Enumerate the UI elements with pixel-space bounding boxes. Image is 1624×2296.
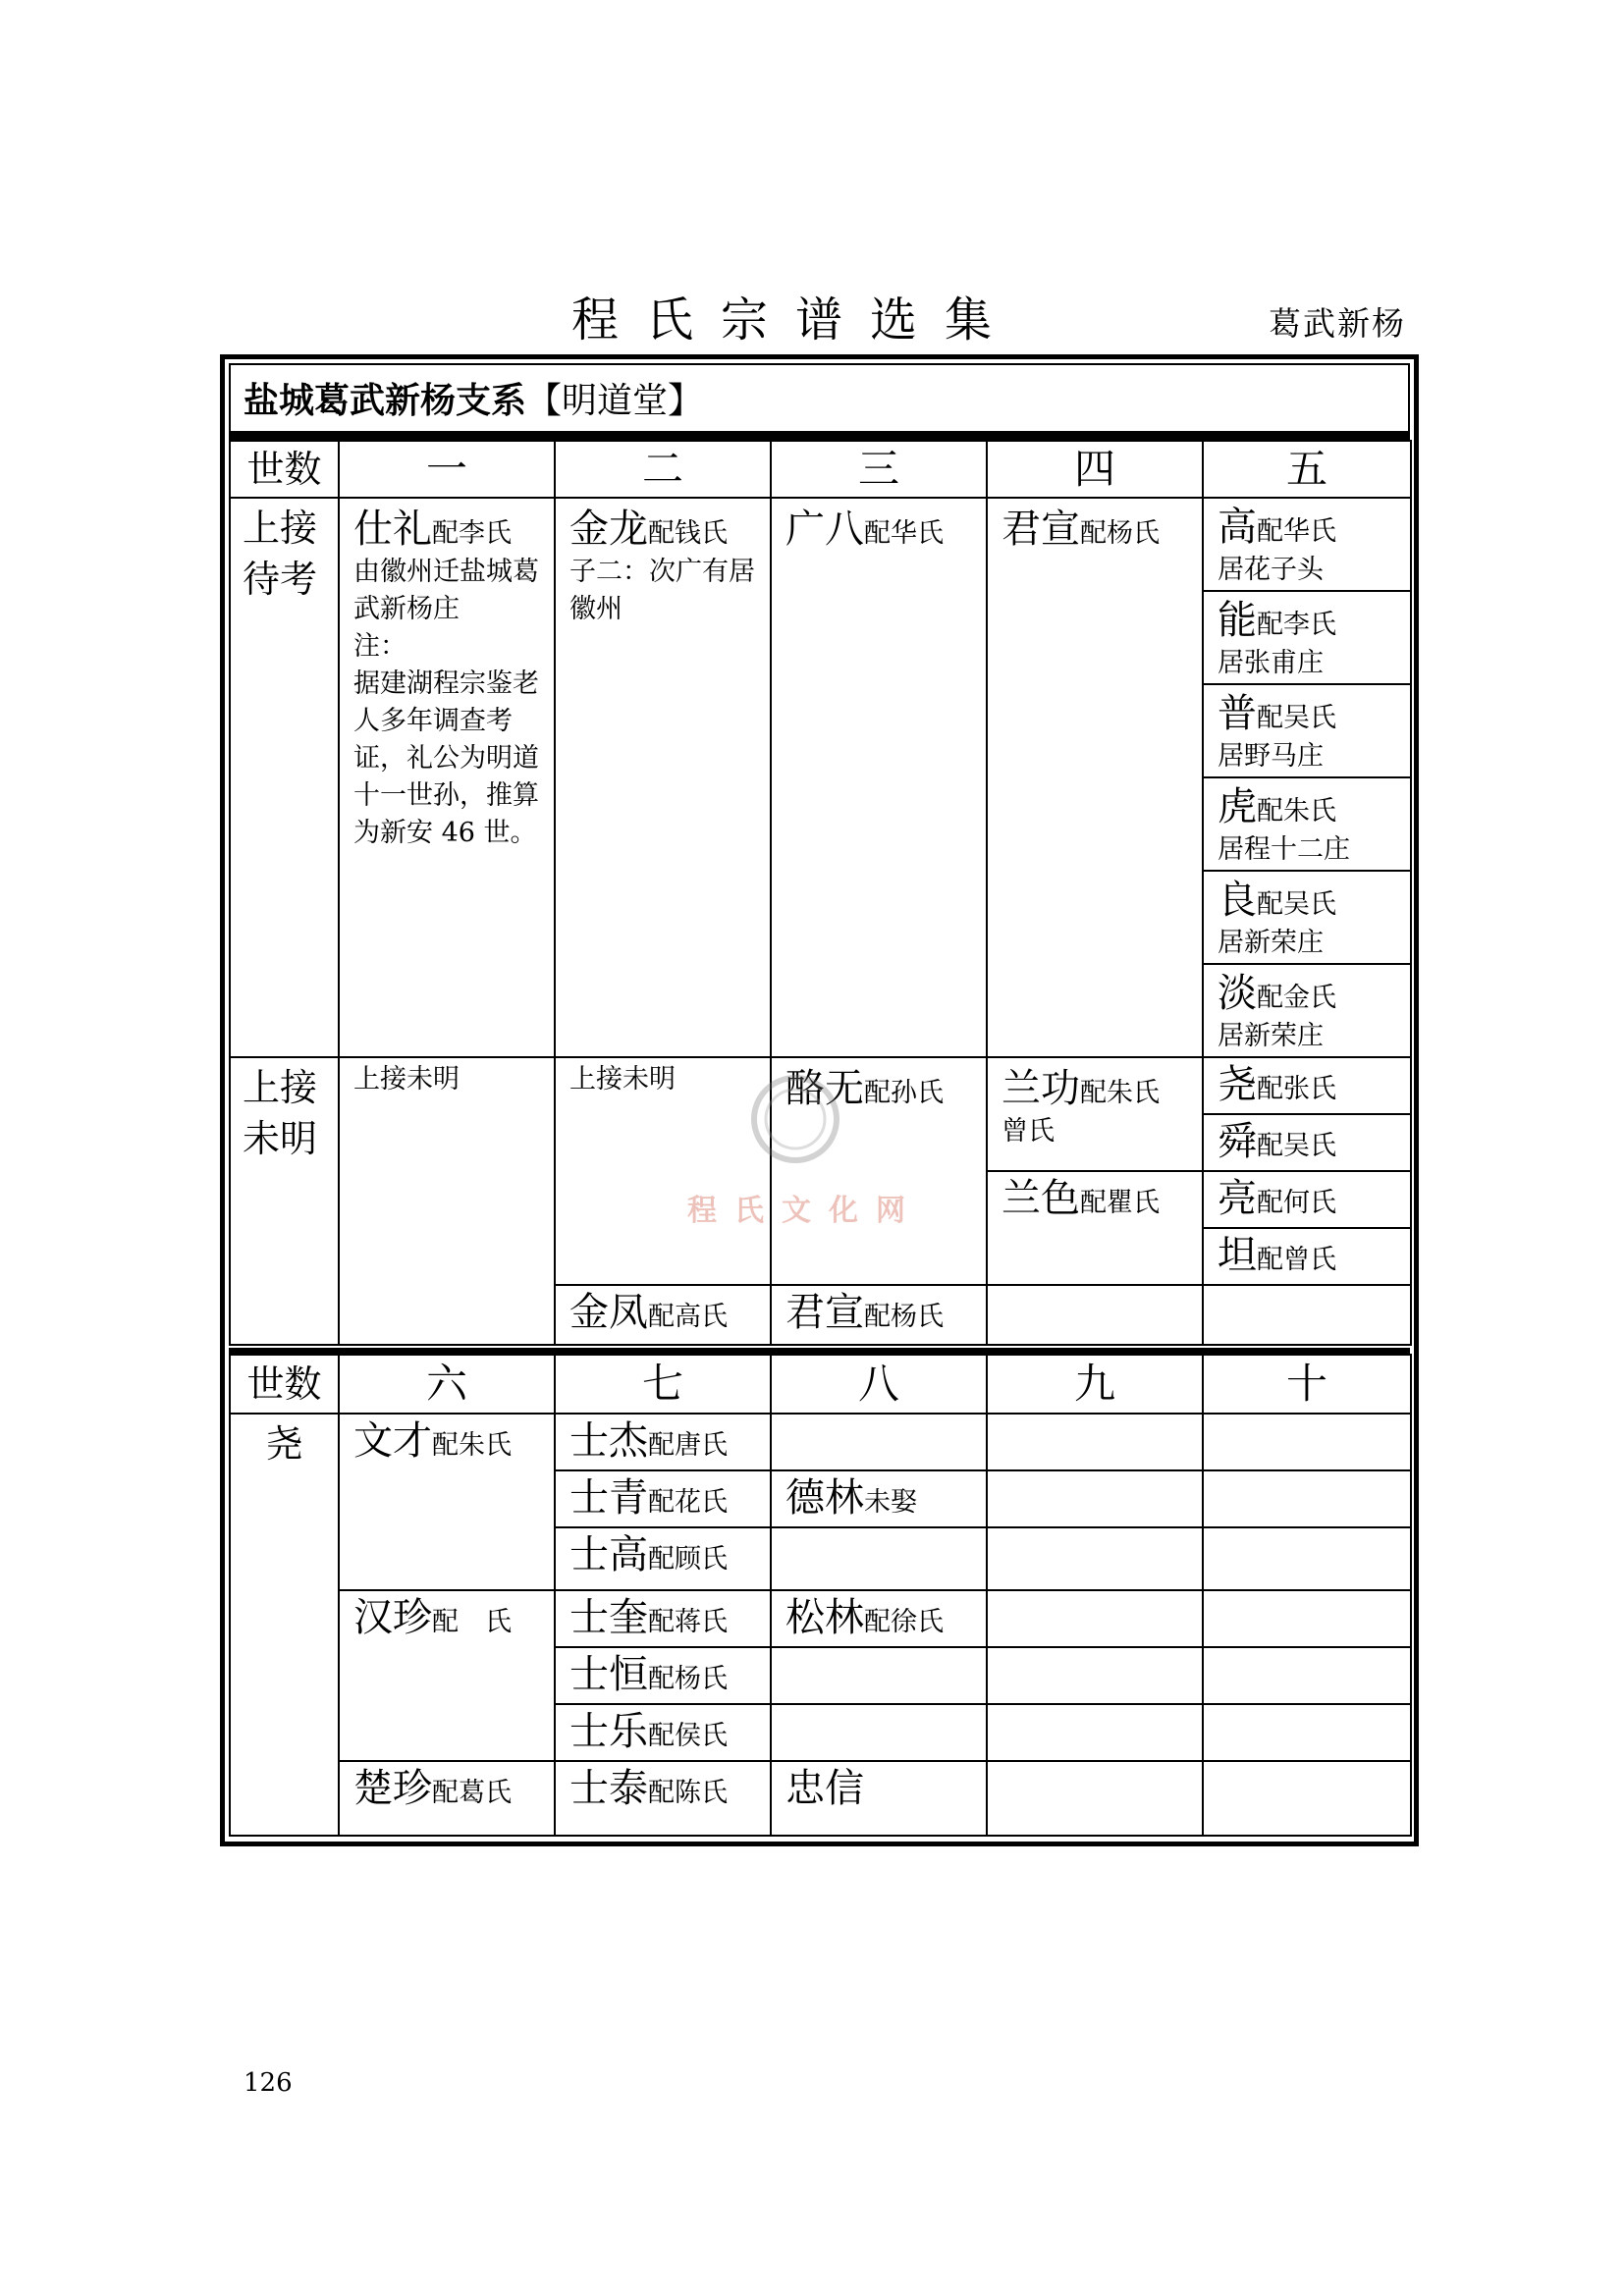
empty-cell xyxy=(987,1761,1203,1836)
empty-cell xyxy=(1203,1590,1411,1647)
gen-2: 二 xyxy=(555,441,771,498)
generation-header-row xyxy=(230,1355,1411,1414)
person-cell xyxy=(1203,1171,1411,1228)
gen-9: 九 xyxy=(987,1355,1203,1414)
person-name: 金龙 xyxy=(569,507,648,552)
spouse: 配陈氏 xyxy=(648,1778,728,1808)
empty-cell xyxy=(987,1470,1203,1527)
table-row xyxy=(230,1590,1411,1647)
table-row xyxy=(230,498,1411,591)
person-name: 淡 xyxy=(1218,971,1257,1016)
gen-4: 四 xyxy=(987,441,1203,498)
spouse: 配花氏 xyxy=(648,1487,728,1518)
empty-cell xyxy=(771,1647,987,1704)
person-name: 虎 xyxy=(1218,784,1257,829)
person-cell xyxy=(1203,871,1411,964)
spouse: 未娶 xyxy=(864,1487,917,1518)
spouse: 配侯氏 xyxy=(648,1721,728,1751)
gen-label: 世数 xyxy=(230,1355,339,1414)
person-cell xyxy=(771,1285,987,1345)
person-cell xyxy=(1203,498,1411,591)
gen-10: 十 xyxy=(1203,1355,1411,1414)
page-number: 126 xyxy=(244,2068,293,2098)
spouse: 配朱氏 xyxy=(1257,796,1336,827)
row-label-b: 上接未明 xyxy=(230,1057,339,1345)
person-name: 楚珍 xyxy=(353,1766,432,1811)
unknown-ancestor: 上接未明 xyxy=(569,1064,676,1095)
person-cell xyxy=(987,1171,1203,1285)
empty-cell xyxy=(771,1527,987,1590)
person-name: 文才 xyxy=(353,1418,432,1464)
person-name: 士恒 xyxy=(569,1652,648,1697)
person-cell xyxy=(1203,684,1411,777)
person-name: 士泰 xyxy=(569,1766,648,1811)
spouse: 配何氏 xyxy=(1257,1188,1336,1218)
watermark xyxy=(687,1060,962,1247)
spouse: 配蒋氏 xyxy=(648,1607,728,1637)
spouse: 配张氏 xyxy=(1257,1074,1336,1104)
spouse: 配吴氏 xyxy=(1257,1131,1336,1161)
person-cell xyxy=(339,1414,555,1590)
person-name: 广八 xyxy=(785,507,864,552)
branch-label: 葛武新杨 xyxy=(1269,304,1406,343)
person-cell xyxy=(555,1414,771,1470)
spouse: 配高氏 xyxy=(648,1302,728,1332)
person-cell xyxy=(1203,1114,1411,1171)
spouse: 配徐氏 xyxy=(864,1607,944,1637)
empty-cell xyxy=(1203,1285,1411,1345)
spouse: 配曾氏 xyxy=(1257,1245,1336,1275)
empty-cell xyxy=(1203,1704,1411,1761)
spouse: 配吴氏 xyxy=(1257,703,1336,733)
person-name: 士青 xyxy=(569,1475,648,1521)
empty-cell xyxy=(987,1414,1203,1470)
person-cell xyxy=(555,1527,771,1590)
person-cell xyxy=(771,1590,987,1647)
spouse: 配吴氏 xyxy=(1257,889,1336,920)
spouse: 配钱氏 xyxy=(648,518,728,549)
residence: 居新荣庄 xyxy=(1218,928,1324,958)
person-cell xyxy=(339,1761,555,1836)
empty-cell xyxy=(1203,1647,1411,1704)
person-cell xyxy=(555,1761,771,1836)
person-cell xyxy=(555,1647,771,1704)
generation-table-2 xyxy=(229,1354,1412,1837)
spouse: 配孙氏 xyxy=(864,1078,944,1108)
spouse: 配杨氏 xyxy=(864,1302,944,1332)
empty-cell xyxy=(987,1704,1203,1761)
person-name: 士高 xyxy=(569,1532,648,1577)
person-name: 酪无 xyxy=(785,1066,864,1111)
gen-5: 五 xyxy=(1203,441,1411,498)
generation-header-row xyxy=(230,441,1411,498)
person-cell xyxy=(987,498,1203,1057)
person-name: 仕礼 xyxy=(353,507,432,552)
residence: 居张甫庄 xyxy=(1218,648,1324,678)
gen-7: 七 xyxy=(555,1355,771,1414)
person-name: 士杰 xyxy=(569,1418,648,1464)
empty-cell xyxy=(987,1647,1203,1704)
person-name: 君宣 xyxy=(785,1290,864,1335)
person-name: 士奎 xyxy=(569,1595,648,1640)
empty-cell xyxy=(1203,1527,1411,1590)
spouse: 配朱氏 xyxy=(432,1430,512,1461)
person-cell xyxy=(1203,964,1411,1057)
spouse: 配杨氏 xyxy=(648,1664,728,1694)
person-cell xyxy=(771,498,987,1057)
gen-1: 一 xyxy=(339,441,555,498)
gen-8: 八 xyxy=(771,1355,987,1414)
hall-name: 【明道堂】 xyxy=(526,381,704,421)
gen-3: 三 xyxy=(771,441,987,498)
person-name: 坦 xyxy=(1218,1233,1257,1278)
residence: 居花子头 xyxy=(1218,555,1324,585)
person-cell xyxy=(555,1470,771,1527)
spouse: 配唐氏 xyxy=(648,1430,728,1461)
person-name: 忠信 xyxy=(785,1766,864,1811)
empty-cell xyxy=(1203,1761,1411,1836)
person-name: 普 xyxy=(1218,691,1257,736)
person-name: 德林 xyxy=(785,1475,864,1521)
spouse: 配朱氏 xyxy=(1080,1078,1160,1108)
person-name: 松林 xyxy=(785,1595,864,1640)
empty-cell xyxy=(987,1590,1203,1647)
person-name: 金凤 xyxy=(569,1290,648,1335)
empty-cell xyxy=(771,1704,987,1761)
table-row xyxy=(230,1761,1411,1836)
lineage-root-label: 尧 xyxy=(230,1414,339,1836)
spouse: 配李氏 xyxy=(1257,610,1336,640)
person-cell xyxy=(555,1285,771,1345)
empty-cell xyxy=(987,1285,1203,1345)
spouse: 配葛氏 xyxy=(432,1778,512,1808)
spouse: 配华氏 xyxy=(1257,516,1336,547)
header-divider xyxy=(229,433,1410,440)
spouse: 配顾氏 xyxy=(648,1544,728,1575)
person-name: 汉珍 xyxy=(353,1595,432,1640)
person-cell xyxy=(987,1057,1203,1171)
unknown-ancestor: 上接未明 xyxy=(353,1064,460,1095)
empty-cell xyxy=(987,1527,1203,1590)
person-name: 亮 xyxy=(1218,1176,1257,1221)
residence: 居新荣庄 xyxy=(1218,1021,1324,1051)
person-note: 子二：次广有居徽州 xyxy=(569,557,755,624)
residence: 居程十二庄 xyxy=(1218,834,1350,865)
person-cell xyxy=(339,498,555,1057)
person-cell xyxy=(1203,591,1411,684)
spouse: 配 氏 xyxy=(432,1607,512,1637)
watermark-text: 程氏文化网 xyxy=(687,1194,923,1228)
person-cell xyxy=(339,1590,555,1761)
empty-cell xyxy=(1203,1414,1411,1470)
person-cell xyxy=(1203,777,1411,871)
second-spouse: 曾氏 xyxy=(1001,1116,1055,1147)
person-name: 舜 xyxy=(1218,1119,1257,1164)
residence: 居野马庄 xyxy=(1218,741,1324,772)
person-cell xyxy=(555,1704,771,1761)
branch-name: 盐城葛武新杨支系 xyxy=(244,380,527,421)
person-cell xyxy=(1203,1228,1411,1285)
person-name: 兰色 xyxy=(1001,1176,1080,1221)
empty-cell xyxy=(771,1414,987,1470)
spouse: 配杨氏 xyxy=(1080,518,1160,549)
spouse: 配金氏 xyxy=(1257,983,1336,1013)
person-name: 兰功 xyxy=(1001,1066,1080,1111)
gen-6: 六 xyxy=(339,1355,555,1414)
spouse: 配李氏 xyxy=(432,518,512,549)
person-name: 士乐 xyxy=(569,1709,648,1754)
person-name: 尧 xyxy=(1218,1062,1257,1107)
row-label-a: 上接待考 xyxy=(230,498,339,1057)
spouse: 配瞿氏 xyxy=(1080,1188,1160,1218)
person-cell xyxy=(555,1590,771,1647)
person-cell xyxy=(1203,1057,1411,1114)
person-cell xyxy=(555,498,771,1057)
empty-cell xyxy=(1203,1470,1411,1527)
person-name: 高 xyxy=(1218,505,1257,550)
unknown-ancestor-cell xyxy=(339,1057,555,1345)
gen-label: 世数 xyxy=(230,441,339,498)
table-row xyxy=(230,1414,1411,1470)
branch-header xyxy=(244,377,703,425)
person-name: 君宣 xyxy=(1001,507,1080,552)
spouse: 配华氏 xyxy=(864,518,944,549)
person-name: 良 xyxy=(1218,878,1257,923)
person-cell xyxy=(771,1470,987,1527)
person-note: 由徽州迁盐城葛武新杨庄 注： 据建湖程宗鉴老人多年调查考证，礼公为明道十一世孙，推算为新安 46 世。 xyxy=(353,557,539,848)
person-cell xyxy=(771,1761,987,1836)
person-name: 能 xyxy=(1218,598,1257,643)
book-title: 程氏宗谱选集 xyxy=(570,293,1019,347)
